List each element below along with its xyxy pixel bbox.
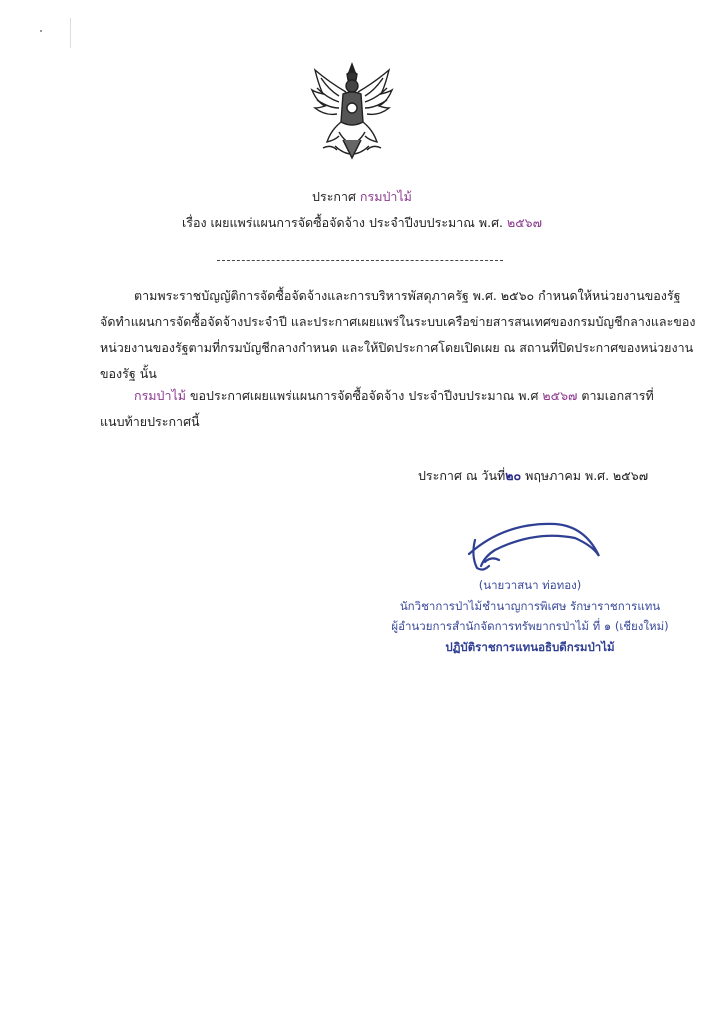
heading-prefix: ประกาศ	[312, 189, 356, 204]
heading-org: กรมป่าไม้	[359, 189, 412, 204]
signatory-position-3: ปฏิบัติราชการแทนอธิบดีกรมป่าไม้	[445, 640, 615, 654]
para2-text: ขอประกาศเผยแพร่แผนการจัดซื้อจัดจ้าง ประจำปีงบประมาณ พ.ศ	[186, 388, 539, 403]
date-suffix: พฤษภาคม พ.ศ. ๒๕๖๗	[521, 468, 649, 483]
scan-mark	[40, 30, 42, 32]
body-paragraph-1	[100, 283, 696, 387]
body-line: จัดทำแผนการจัดซื้อจัดจ้างประจำปี และประกาศเผยแพร่ในระบบเครือข่ายสารสนเทศของกรมบัญชีกลางและของ	[100, 314, 696, 329]
signatory-name: (นายวาสนา ท่อทอง)	[478, 578, 582, 592]
body-line: หน่วยงานของรัฐตามที่กรมบัญชีกลางกำหนด และให้ปิดประกาศโดยเปิดเผย ณ สถานที่ปิดประกาศของหน่วยงาน	[100, 340, 694, 355]
announcement-subject	[0, 214, 724, 232]
handwritten-signature	[455, 516, 605, 576]
para2-org: กรมป่าไม้	[134, 388, 187, 403]
body-line: ของรัฐ นั้น	[100, 366, 157, 381]
subject-year: ๒๕๖๗	[506, 215, 543, 230]
body-line: แนบท้ายประกาศนี้	[100, 414, 200, 429]
date-prefix: ประกาศ ณ วันที่	[418, 468, 506, 483]
para2-year: ๒๕๖๗	[542, 388, 578, 403]
body-line	[100, 383, 654, 409]
signatory-position-1: นักวิชาการป่าไม้ชำนาญการพิเศษ รักษาราชการแทน	[399, 599, 661, 613]
announcement-heading	[0, 188, 724, 206]
garuda-emblem-icon	[309, 62, 395, 162]
date-day: ๒๐	[505, 468, 522, 483]
scan-mark	[70, 18, 71, 48]
body-paragraph-2	[100, 383, 654, 435]
body-line: ตามพระราชบัญญัติการจัดซื้อจัดจ้างและการบริหารพัสดุภาครัฐ พ.ศ. ๒๕๖๐ กำหนดให้หน่วยงานของรัฐ	[134, 288, 681, 303]
announcement-date	[418, 466, 648, 486]
dashed-divider	[217, 260, 503, 261]
signatory-position-2: ผู้อำนวยการสำนักจัดการทรัพยากรป่าไม้ ที่ ๑ (เชียงใหม่)	[391, 619, 669, 633]
subject-prefix: เรื่อง เผยแพร่แผนการจัดซื้อจัดจ้าง ประจำปีงบประมาณ พ.ศ.	[181, 215, 503, 230]
para2-end: ตามเอกสารที่	[577, 388, 654, 403]
